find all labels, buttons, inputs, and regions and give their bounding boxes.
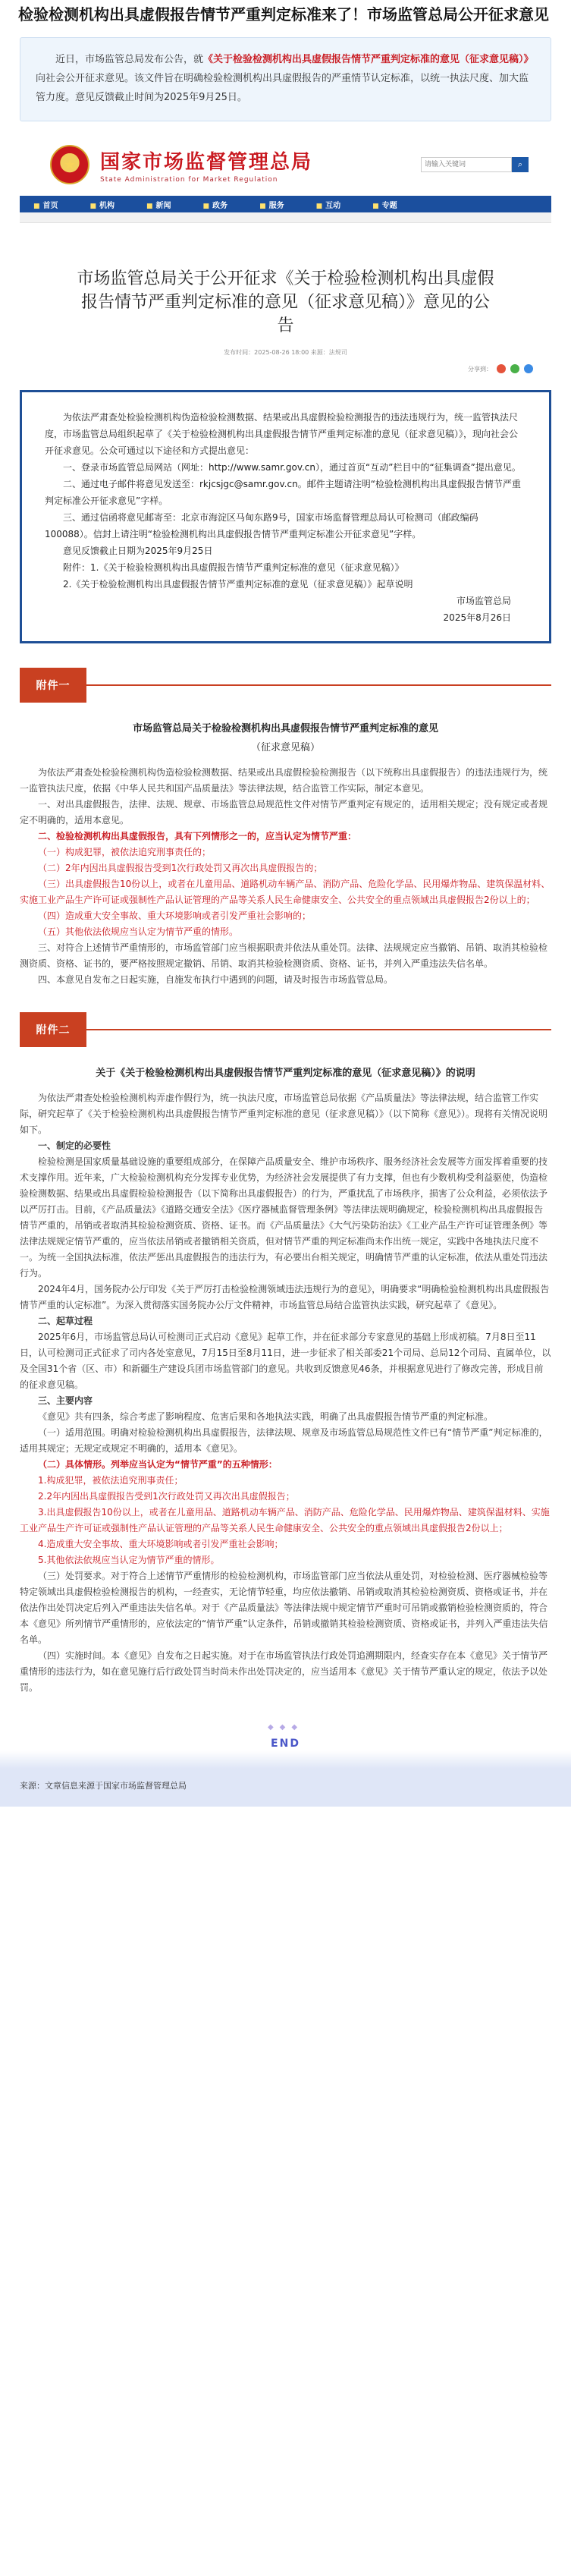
attachment2-item: 2.2年内因出具虚假报告受到1次行政处罚又再次出具虚假报告；	[38, 1491, 295, 1502]
attachment2-heading: 二、起草过程	[38, 1316, 93, 1326]
home-icon: ■	[33, 202, 40, 210]
source-line: 来源：文章信息来源于国家市场监督管理总局	[0, 1769, 571, 1807]
org-icon: ■	[89, 202, 97, 210]
attachment1-header	[0, 668, 571, 703]
notice-meta: 发布时间：2025-08-26 18:00 来源：法规司	[224, 349, 347, 356]
gov-icon: ■	[202, 202, 210, 210]
attachment1-item: （三）出具虚假报告10份以上，或者在儿童用品、道路机动车辆产品、消防产品、危险化学品、民用爆炸物品、建筑保温材料、实施工业产品生产许可证或强制性产品认证管理的产品等关系人民生命健康安全、公共安全的重点领域出具虚假报告2份以上的；	[20, 879, 551, 905]
site-search	[421, 157, 529, 172]
notice-signature: 市场监管总局	[456, 596, 511, 606]
news-icon: ■	[146, 202, 153, 210]
article-title: 检验检测机构出具虚假报告情节严重判定标准来了！市场监管总局公开征求意见	[18, 5, 549, 24]
intro-paragraph	[36, 50, 535, 107]
end-dots-icon: ◆◆◆	[267, 1723, 304, 1731]
nav-item-interact[interactable]: ■ 互动	[315, 201, 341, 210]
share-bar	[20, 364, 551, 373]
attachment2-heading: 一、制定的必要性	[38, 1140, 111, 1151]
attachment2-emphasis: （二）具体情形。列举应当认定为“情节严重”的五种情形：	[38, 1459, 278, 1470]
attachment2-paragraph: （一）适用范围。明确对检验检测机构出具虚假报告，法律法规、规章及市场监管总局规范性文件已有“情节严重”判定标准的，适用其规定；无规定或规定不明确的，适用本《意见》。	[20, 1427, 548, 1454]
nav-item-org[interactable]: ■ 机构	[89, 201, 115, 210]
attachment1-item: （一）构成犯罪，被依法追究刑事责任的；	[38, 847, 212, 857]
site-nav	[20, 196, 551, 212]
attachment1-item: （四）造成重大安全事故、重大环境影响或者引发严重社会影响的；	[38, 911, 312, 921]
attachment2-heading: 三、主要内容	[38, 1395, 93, 1406]
share-label: 分享到：	[468, 365, 492, 373]
end-marker	[0, 1723, 571, 1769]
notice-paragraph: 意见反馈截止日期为2025年9月25日	[63, 546, 213, 556]
attachment1-paragraph: 为依法严肃查处检验检测机构伪造检验检测数据、结果或出具虚假检验检测报告（以下统称出具虚假报告）的违法违规行为，统一监管执法尺度，依据《中华人民共和国产品质量法》等法律法规，结合监管工作实际，制定本意见。	[20, 767, 548, 794]
weibo-share-icon[interactable]	[497, 364, 506, 373]
search-button[interactable]	[512, 157, 529, 172]
attachment1-tag: 附件一	[20, 668, 86, 703]
attachment1-item: （五）其他依法依规应当认定为情节严重的情形。	[38, 926, 239, 937]
attachment2-paragraph: 2024年4月，国务院办公厅印发《关于严厉打击检验检测领域违法违规行为的意见》，明确要求“明确检验检测机构出具虚假报告情节严重的认定标准”。为深入贯彻落实国务院办公厅文件精神，市场监管总局结合监管执法实践，研究起草了《意见》。	[20, 1284, 550, 1310]
attachment2-tag: 附件二	[20, 1012, 86, 1047]
attachment2-item: 3.出具虚假报告10份以上，或者在儿童用品、道路机动车辆产品、消防产品、危险化学品、民用爆炸物品、建筑保温材料、实施工业产品生产许可证或强制性产品认证管理的产品等关系人民生命健康安全、公共安全的重点领域出具虚假报告2份以上；	[20, 1507, 550, 1533]
notice-body	[20, 390, 551, 643]
attachment2-paragraph: 为依法严肃查处检验检测机构弄虚作假行为，统一执法尺度，市场监管总局依据《产品质量法》等法律法规，结合监管工作实际，研究起草了《关于检验检测机构出具虚假报告情节严重判定标准的意见（征求意见稿）》（以下简称《意见》）。现将有关情况说明如下。	[20, 1093, 548, 1135]
nav-item-service[interactable]: ■ 服务	[259, 201, 284, 210]
attachment2-item: 1.构成犯罪，被依法追究刑事责任；	[38, 1475, 184, 1486]
attachment1-paragraph: 三、对符合上述情节严重情形的，市场监管部门应当根据职责并依法从重处罚。法律、法规规定应当撤销、吊销、取消其检验检测资质、资格、证书的，要严格按照规定撤销、吊销、取消其检验检测资质、资格、证书，并列入严重违法失信名单。	[20, 942, 548, 969]
notice-paragraph: 附件：1.《关于检验检测机构出具虚假报告情节严重判定标准的意见（征求意见稿）》	[63, 562, 404, 573]
intro-prefix: 近日，市场监管总局发布公告，就	[55, 54, 204, 65]
attachment2-header	[0, 1012, 571, 1047]
attachment2-body	[20, 1090, 551, 1696]
qq-share-icon[interactable]	[524, 364, 533, 373]
site-brand[interactable]	[100, 146, 312, 184]
interact-icon: ■	[315, 202, 323, 210]
service-icon: ■	[259, 202, 266, 210]
intro-suffix: 向社会公开征求意见。该文件旨在明确检验检测机构出具虚假报告的严重情节认定标准，以统一执法尺度、加大监管力度。意见反馈截止时间为2025年9月25日。	[36, 73, 529, 103]
attachment1-body	[20, 765, 551, 988]
notice-paragraph: 一、登录市场监管总局网站（网址：http://www.samr.gov.cn），通过首页“互动”栏目中的“征集调查”提出意见。	[63, 462, 521, 473]
breadcrumb	[20, 212, 551, 223]
notice-paragraph: 2.《关于检验检测机构出具虚假报告情节严重判定标准的意见（征求意见稿）》起草说明	[63, 579, 413, 590]
attachment2-paragraph: （四）实施时间。本《意见》自发布之日起实施。对于在市场监管执法行政处罚追溯期限内，经查实存在本《意见》关于情节严重情形的违法行为，如在意见施行后行政处罚当时尚未作出处罚决定的，应当适用本《意见》关于情节严重认定的规定，依法予以处罚。	[20, 1650, 548, 1693]
attachment1-item: （二）2年内因出具虚假报告受到1次行政处罚又再次出具虚假报告的；	[38, 863, 323, 873]
attachment2-paragraph: 2025年6月，市场监管总局认可检测司正式启动《意见》起草工作，并在征求部分专家意见的基础上形成初稿。7月8日至11日，认可检测司正式征求了司内各处室意见，7月15日至8月11日，进一步征求了相关部委21个司局、总局12个司局、直属单位，以及全国31个省（区、市）和新疆生产建设兵团市场监管部门的意见。共收到反馈意见46条，并根据意见进行了修改完善，形成目前的征求意见稿。	[20, 1332, 551, 1390]
intro-highlight: 《关于检验检测机构出具虚假报告情节严重判定标准的意见（征求意见稿）》	[203, 54, 534, 65]
wechat-share-icon[interactable]	[510, 364, 519, 373]
attachment2-paragraph: 检验检测是国家质量基础设施的重要组成部分，在保障产品质量安全、维护市场秩序、服务经济社会发展等方面发挥着重要的技术支撑作用。近年来，广大检验检测机构充分发挥专业优势，为经济社会发展提供了有力支撑，但也有少数机构受利益驱使，伪造检验检测数据、结果或出具虚假检验检测报告（以下简称出具虚假报告）的行为，严重扰乱了市场秩序，损害了公众利益，必须依法予以严厉打击。目前，《产品质量法》《道路交通安全法》《医疗器械监督管理条例》等法律法规明确规定，检验检测机构出具虚假报告情节严重的，吊销或者取消其检验检测资质、资格、证书。而《产品质量法》《大气污染防治法》《工业产品生产许可证管理条例》等法律法规规定情节严重的，应当依法吊销或者撤销相关资质，但对情节严重的判定标准尚未作出统一规定，实践中各地执法尺度不一。为统一全国执法标准，依法严惩出具虚假报告的违法行为，有必要出台相关规定，明确情节严重的认定标准，依法从重处罚违法行为。	[20, 1156, 548, 1279]
notice-title: 市场监管总局关于公开征求《关于检验检测机构出具虚假报告情节严重判定标准的意见（征求意见稿）》意见的公告	[77, 269, 494, 335]
attachment2-item: 4.造成重大安全事故、重大环境影响或者引发严重社会影响；	[38, 1539, 284, 1549]
attachment1-paragraph: 四、本意见自发布之日起实施，自施发布执行中遇到的问题，请及时报告市场监管总局。	[38, 974, 394, 985]
topic-icon: ■	[372, 202, 379, 210]
nav-item-home[interactable]: ■ 首页	[33, 201, 58, 210]
notice-date: 2025年8月26日	[443, 612, 511, 623]
divider	[86, 684, 551, 686]
end-shade	[0, 1750, 571, 1769]
attachment1-subtitle: （征求意见稿）	[250, 742, 320, 753]
nav-item-news[interactable]: ■ 新闻	[146, 201, 171, 210]
search-input[interactable]	[421, 157, 512, 172]
site-name-cn: 国家市场监督管理总局	[100, 150, 313, 174]
attachment2-paragraph: 《意见》共有四条，综合考虑了影响程度、危害后果和各地执法实践，明确了出具虚假报告情节严重的判定标准。	[38, 1411, 494, 1422]
attachment2-paragraph: （三）处罚要求。对于符合上述情节严重情形的检验检测机构，市场监管部门应当依法从重处罚，对检验检测、医疗器械检验等特定领域出具虚假检验检测报告的机构，一经查实，无论情节轻重，均应依法撤销、吊销或取消其检验检测资质、资格或证书，并在依法作出处罚决定后列入严重违法失信名单。对于《产品质量法》等法律法规中规定情节严重时可吊销或撤销检验检测资质的，符合本《意见》所列情节严重情形的，应依法定的“情节严重”认定条件，吊销或撤销其检验检测资质、资格或证书，并列入严重违法失信名单。	[20, 1571, 548, 1645]
divider	[86, 1029, 551, 1030]
attachment1-paragraph: 一、对出具虚假报告，法律、法规、规章、市场监管总局规范性文件对情节严重判定有规定的，适用相关规定；没有规定或者规定不明确的，适用本意见。	[20, 799, 548, 826]
site-name-en: State Administration for Market Regulation	[100, 175, 278, 184]
attachment2-title: 关于《关于检验检测机构出具虚假报告情节严重判定标准的意见（征求意见稿）》的说明	[96, 1068, 475, 1079]
attachment1-title: 市场监管总局关于检验检测机构出具虚假报告情节严重判定标准的意见	[132, 723, 438, 734]
site-header	[20, 134, 551, 196]
end-label: END	[271, 1738, 300, 1750]
notice-paragraph: 为依法严肃查处检验检测机构伪造检验检测数据、结果或出具虚假检验检测报告的违法违规行为，统一监管执法尺度，市场监管总局组织起草了《关于检验检测机构出具虚假报告情节严重判定标准的意见（征求意见稿）》，现向社会公开征求意见。公众可通过以下途径和方式提出意见：	[45, 412, 519, 456]
notice-paragraph: 二、通过电子邮件将意见发送至：rkjcsjgc@samr.gov.cn。邮件主题请注明“检验检测机构出具虚假报告情节严重判定标准公开征求意见”字样。	[45, 479, 521, 506]
intro-box	[20, 37, 551, 121]
national-emblem-icon: ★	[50, 145, 89, 184]
attachment2-item: 5.其他依法依规应当认定为情节严重的情形。	[38, 1555, 220, 1565]
attachment1-emphasis: 二、检验检测机构出具虚假报告，具有下列情形之一的，应当认定为情节严重：	[38, 831, 357, 841]
notice-paragraph: 三、通过信函将意见邮寄至：北京市海淀区马甸东路9号，国家市场监督管理总局认可检测司（邮政编码100088）。信封上请注明“检验检测机构出具虚假报告情节严重判定标准公开征求意见”字样。	[45, 512, 478, 539]
nav-item-gov[interactable]: ■ 政务	[202, 201, 228, 210]
search-icon: ⌕	[517, 159, 523, 169]
nav-item-topic[interactable]: ■ 专题	[372, 201, 397, 210]
